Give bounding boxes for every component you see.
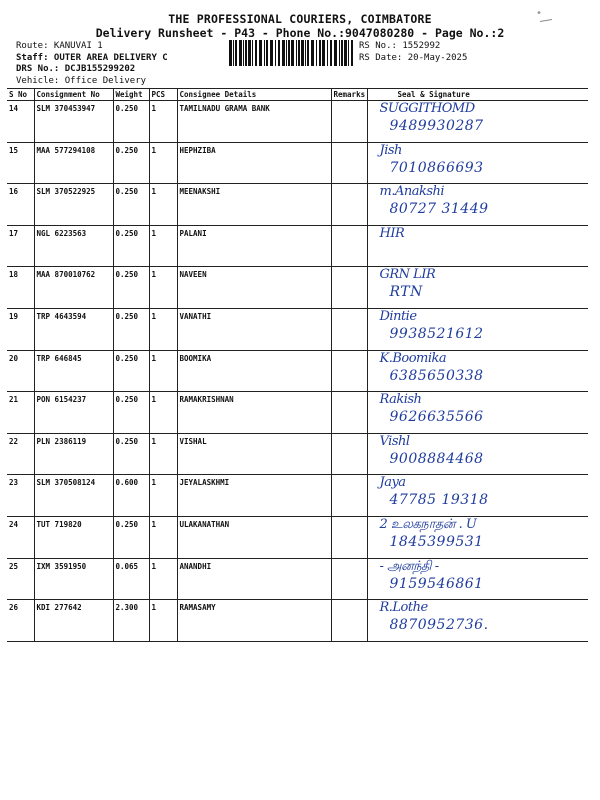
handwritten-phone: 9938521612	[389, 325, 484, 342]
rs-date: RS Date: 20-May-2025	[359, 52, 468, 63]
handwritten-signature: Dintie	[379, 308, 417, 324]
handwritten-signature: Vishl	[379, 433, 410, 449]
handwritten-phone: 9626635566	[389, 409, 484, 426]
document-subtitle: Delivery Runsheet - P43 - Phone No.:9047080280 - Page No.:2	[95, 26, 505, 40]
cell-consignment: SLM 370522925	[34, 184, 113, 226]
cell-sno: 26	[7, 600, 34, 642]
cell-remarks	[331, 392, 367, 434]
handwritten-phone: 1845399531	[389, 533, 484, 550]
cell-signature	[367, 558, 588, 600]
handwritten-phone: RTN	[389, 284, 423, 301]
rs-number: RS No.: 1552992	[359, 41, 441, 51]
barcode-bar	[288, 40, 290, 66]
handwritten-phone: 9159546861	[389, 575, 484, 592]
cell-pcs: 1	[149, 225, 177, 267]
table-row	[7, 350, 588, 392]
cell-pcs: 1	[149, 558, 177, 600]
barcode-bar	[348, 40, 349, 66]
handwritten-signature: - அனந்தி -	[379, 558, 439, 574]
cell-remarks	[331, 516, 367, 558]
cell-consignment: IXM 3591950	[34, 558, 113, 600]
barcode-bar	[245, 40, 247, 66]
barcode-bar	[339, 40, 340, 66]
cell-consignment: NGL 6223563	[34, 225, 113, 267]
barcode-bar	[341, 40, 343, 66]
runsheet-table	[7, 88, 588, 642]
cell-signature	[367, 350, 588, 392]
cell-pcs: 1	[149, 392, 177, 434]
cell-sno: 23	[7, 475, 34, 517]
cell-signature	[367, 101, 588, 143]
barcode-bar	[319, 40, 321, 66]
cell-weight: 0.250	[113, 184, 149, 226]
cell-signature	[367, 433, 588, 475]
barcode-bar	[259, 40, 262, 66]
cell-pcs: 1	[149, 350, 177, 392]
cell-consignee: JEYALASKHMI	[177, 475, 331, 517]
barcode-bar	[264, 40, 265, 66]
cell-weight: 0.065	[113, 558, 149, 600]
cell-pcs: 1	[149, 600, 177, 642]
cell-remarks	[331, 600, 367, 642]
cell-pcs: 1	[149, 101, 177, 143]
barcode-bar	[334, 40, 337, 66]
cell-sno: 25	[7, 558, 34, 600]
cell-signature	[367, 308, 588, 350]
cell-remarks	[331, 142, 367, 184]
cell-weight: 0.250	[113, 142, 149, 184]
cell-remarks	[331, 101, 367, 143]
cell-remarks	[331, 225, 367, 267]
staff-line: Staff: OUTER AREA DELIVERY C	[16, 52, 168, 63]
barcode-bar	[351, 40, 353, 66]
cell-signature	[367, 142, 588, 184]
cell-pcs: 1	[149, 308, 177, 350]
cell-weight: 0.250	[113, 516, 149, 558]
meta-right	[359, 41, 467, 64]
barcode-bar	[330, 40, 332, 66]
cell-consignment: MAA 577294108	[34, 142, 113, 184]
cell-consignment: TRP 4643594	[34, 308, 113, 350]
col-header-consignment: Consignment No	[34, 89, 113, 101]
barcode-bar	[243, 40, 244, 66]
barcode-bar	[298, 40, 300, 66]
cell-pcs: 1	[149, 516, 177, 558]
barcode-bar	[278, 40, 280, 66]
barcode-bar	[252, 40, 253, 66]
cell-sno: 24	[7, 516, 34, 558]
cell-weight: 0.250	[113, 225, 149, 267]
cell-weight: 2.300	[113, 600, 149, 642]
route-line: Route: KANUVAI 1	[16, 41, 103, 51]
cell-signature	[367, 600, 588, 642]
barcode-bar	[239, 40, 242, 66]
handwritten-signature: HIR	[379, 225, 405, 241]
handwritten-signature: SUGGITHOMD	[379, 101, 475, 116]
handwritten-signature: Jaya	[379, 475, 406, 491]
table-row	[7, 101, 588, 143]
cell-consignee: NAVEEN	[177, 267, 331, 309]
cell-consignee: TAMILNADU GRAMA BANK	[177, 101, 331, 143]
col-header-consignee: Consignee Details	[177, 89, 331, 101]
barcode-bar	[248, 40, 251, 66]
cell-sno: 22	[7, 433, 34, 475]
cell-remarks	[331, 433, 367, 475]
barcode-bar	[305, 40, 306, 66]
cell-consignee: VANATHI	[177, 308, 331, 350]
cell-remarks	[331, 184, 367, 226]
barcode-bar	[322, 40, 325, 66]
barcode-bar	[344, 40, 347, 66]
cell-consignee: RAMASAMY	[177, 600, 331, 642]
cell-signature	[367, 392, 588, 434]
handwritten-signature: K.Boomika	[379, 350, 447, 366]
barcode-bar	[327, 40, 328, 66]
cell-sno: 21	[7, 392, 34, 434]
cell-consignment: TRP 646845	[34, 350, 113, 392]
barcode	[229, 40, 353, 66]
table-row	[7, 225, 588, 267]
table-row	[7, 308, 588, 350]
handwritten-phone: 6385650338	[389, 367, 484, 384]
table-row	[7, 392, 588, 434]
cell-sno: 16	[7, 184, 34, 226]
cell-consignee: ULAKANATHAN	[177, 516, 331, 558]
barcode-bar	[291, 40, 294, 66]
barcode-bar	[296, 40, 297, 66]
meta-left	[16, 41, 168, 87]
cell-signature	[367, 225, 588, 267]
cell-signature	[367, 184, 588, 226]
cell-weight: 0.250	[113, 101, 149, 143]
table-row	[7, 184, 588, 226]
col-header-pcs: PCS	[149, 89, 177, 101]
table-row	[7, 142, 588, 184]
cell-sno: 18	[7, 267, 34, 309]
cell-sno: 20	[7, 350, 34, 392]
table-row	[7, 267, 588, 309]
col-header-signature: Seal & Signature	[367, 89, 588, 101]
col-header-remarks: Remarks	[331, 89, 367, 101]
cell-weight: 0.250	[113, 350, 149, 392]
cell-consignee: PALANI	[177, 225, 331, 267]
cell-consignment: KDI 277642	[34, 600, 113, 642]
cell-weight: 0.250	[113, 308, 149, 350]
handwritten-signature: Jish	[379, 142, 402, 158]
cell-pcs: 1	[149, 475, 177, 517]
cell-weight: 0.250	[113, 433, 149, 475]
cell-consignee: HEPHZIBA	[177, 142, 331, 184]
handwritten-phone: 7010866693	[389, 159, 484, 176]
cell-sno: 14	[7, 101, 34, 143]
handwritten-signature: R.Lothe	[379, 600, 428, 616]
cell-consignment: TUT 719820	[34, 516, 113, 558]
cell-signature	[367, 475, 588, 517]
cell-remarks	[331, 350, 367, 392]
table-row	[7, 558, 588, 600]
vehicle-line: Vehicle: Office Delivery	[16, 75, 147, 86]
table-row	[7, 433, 588, 475]
cell-pcs: 1	[149, 267, 177, 309]
cell-consignment: SLM 370508124	[34, 475, 113, 517]
cell-sno: 17	[7, 225, 34, 267]
barcode-bar	[270, 40, 273, 66]
cell-weight: 0.250	[113, 392, 149, 434]
cell-consignee: ANANDHI	[177, 558, 331, 600]
barcode-bar	[311, 40, 314, 66]
cell-consignment: MAA 870010762	[34, 267, 113, 309]
col-header-weight: Weight	[113, 89, 149, 101]
barcode-bar	[266, 40, 268, 66]
document-title: THE PROFESSIONAL COURIERS, COIMBATORE	[168, 12, 432, 26]
handwritten-signature: Rakish	[379, 392, 422, 408]
cell-remarks	[331, 267, 367, 309]
handwritten-signature: 2 உலகநாதன் . U	[379, 516, 477, 532]
col-header-sno: S No	[7, 89, 34, 101]
cell-weight: 0.250	[113, 267, 149, 309]
barcode-bar	[275, 40, 276, 66]
handwritten-phone: 47785 19318	[389, 492, 489, 509]
barcode-bar	[229, 40, 232, 66]
cell-pcs: 1	[149, 433, 177, 475]
barcode-bar	[233, 40, 234, 66]
cell-sno: 19	[7, 308, 34, 350]
barcode-bar	[235, 40, 237, 66]
handwritten-phone: 80727 31449	[389, 201, 489, 218]
cell-consignee: RAMAKRISHNAN	[177, 392, 331, 434]
table-row	[7, 516, 588, 558]
table-header-row	[7, 89, 588, 101]
cell-consignment: PLN 2386119	[34, 433, 113, 475]
drs-line: DRS No.: DCJB155299202	[16, 64, 136, 74]
handwritten-phone: 9008884468	[389, 450, 484, 467]
barcode-bar	[286, 40, 287, 66]
cell-sno: 15	[7, 142, 34, 184]
handwritten-phone: 9489930287	[389, 118, 484, 134]
corner-mark: •	[535, 8, 542, 19]
cell-signature	[367, 516, 588, 558]
barcode-bar	[316, 40, 317, 66]
cell-pcs: 1	[149, 142, 177, 184]
cell-remarks	[331, 308, 367, 350]
cell-signature	[367, 267, 588, 309]
handwritten-phone: 8870952736.	[389, 617, 489, 634]
cell-consignee: MEENAKSHI	[177, 184, 331, 226]
cell-weight: 0.600	[113, 475, 149, 517]
barcode-bar	[301, 40, 304, 66]
table-row	[7, 475, 588, 517]
cell-consignee: VISHAL	[177, 433, 331, 475]
table-row	[7, 600, 588, 642]
handwritten-signature: m.Anakshi	[379, 184, 445, 200]
handwritten-signature: GRN LIR	[379, 267, 436, 283]
cell-consignee: BOOMIKA	[177, 350, 331, 392]
cell-consignment: SLM 370453947	[34, 101, 113, 143]
cell-remarks	[331, 475, 367, 517]
barcode-bar	[282, 40, 285, 66]
cell-remarks	[331, 558, 367, 600]
barcode-bar	[255, 40, 257, 66]
cell-pcs: 1	[149, 184, 177, 226]
cell-consignment: PON 6154237	[34, 392, 113, 434]
barcode-bar	[307, 40, 309, 66]
